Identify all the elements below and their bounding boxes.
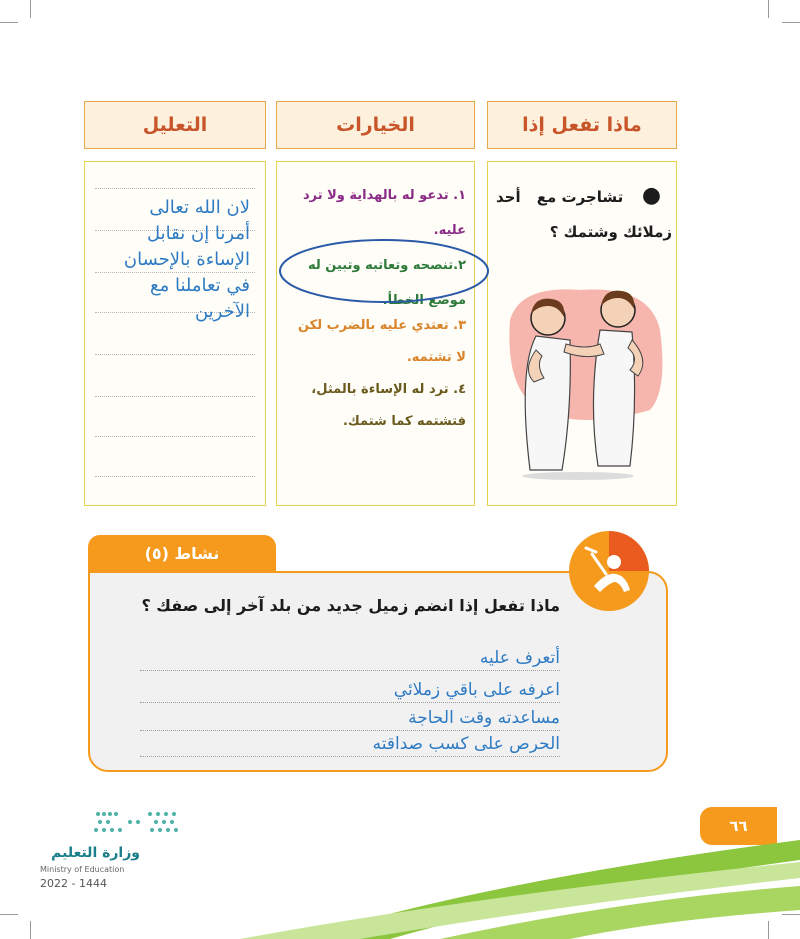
answer-highlight-ellipse bbox=[276, 234, 496, 308]
header-what-to-do: ماذا تفعل إذا bbox=[487, 101, 677, 149]
header-reasoning: التعليل bbox=[84, 101, 266, 149]
activity-tab: نشاط (٥) bbox=[88, 535, 276, 571]
reasoning-answer: لان الله تعالى أمرنا إن نقابل الإساءة بالإحسان في تعاملنا مع الآخرين bbox=[123, 197, 250, 322]
fighting-boys-illustration bbox=[500, 280, 668, 480]
activity-answer-2: اعرفه على باقي زملائي bbox=[140, 678, 560, 703]
green-decorative-band bbox=[240, 840, 800, 939]
ministry-name-ar: وزارة التعليم bbox=[51, 845, 140, 861]
option-3: ٣. تعتدي عليه بالضرب لكن لا تشتمه. bbox=[297, 318, 466, 365]
ministry-name-en: Ministry of Education bbox=[40, 865, 125, 874]
activity-icon bbox=[566, 528, 652, 614]
header-options: الخيارات bbox=[276, 101, 475, 149]
option-2: ٢.تنصحه وتعاتبه وتبين له موضع الخطأ. bbox=[308, 258, 466, 308]
situation-question: ● تشاجرت مع أحد زملائك وشتمك ؟ bbox=[496, 183, 673, 241]
activity-question: ماذا تفعل إذا انضم زميل جديد من بلد آخر إلى صفك ؟ bbox=[141, 596, 560, 615]
ministry-logo-dots bbox=[90, 808, 186, 838]
activity-answer-4: الحرص على كسب صداقته bbox=[140, 732, 560, 757]
ministry-year: 2022 - 1444 bbox=[40, 877, 107, 890]
option-1: ١. تدعو له بالهداية ولا ترد عليه. bbox=[302, 188, 466, 238]
option-4: ٤. ترد له الإساءة بالمثل، فتشتمه كما شتمك. bbox=[311, 382, 466, 429]
activity-answer-3: مساعدته وقت الحاجة bbox=[140, 706, 560, 731]
activity-answer-1: أتعرف عليه bbox=[140, 646, 560, 671]
page-number: ٦٦ bbox=[700, 807, 777, 845]
